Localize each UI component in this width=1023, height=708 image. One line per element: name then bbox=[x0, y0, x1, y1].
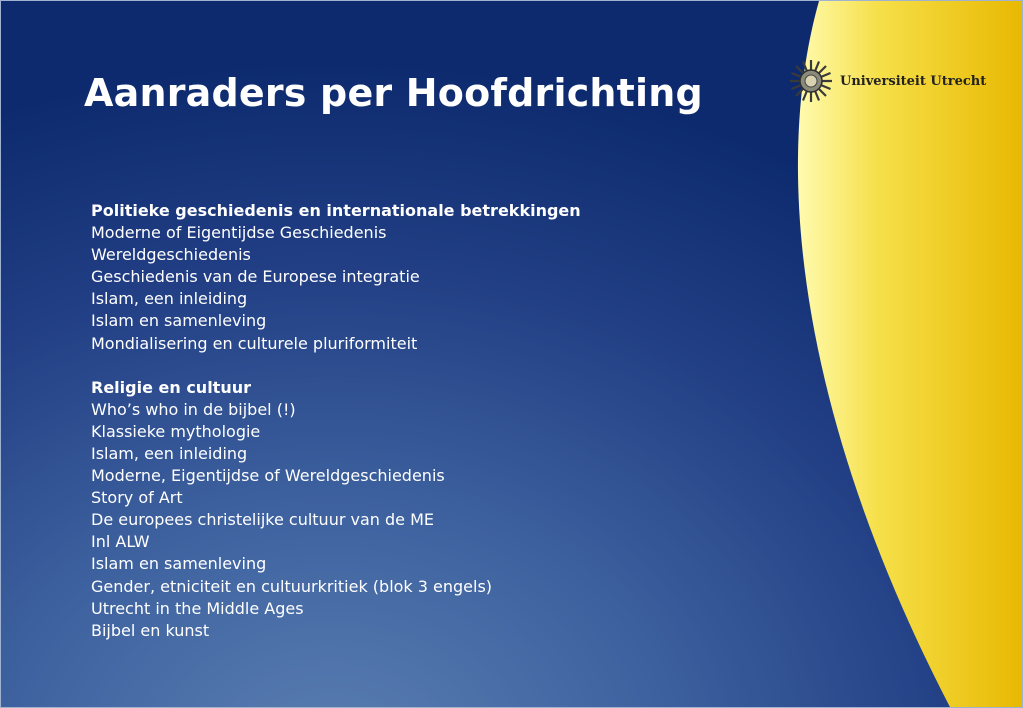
university-logo bbox=[789, 59, 986, 103]
list-item: Islam en samenleving bbox=[91, 554, 267, 574]
list-item: Inl ALW bbox=[91, 532, 150, 552]
list-item: Islam, een inleiding bbox=[91, 289, 248, 309]
logo-text: Universiteit Utrecht bbox=[840, 73, 987, 89]
section-religie bbox=[91, 377, 581, 642]
list-item: Bijbel en kunst bbox=[91, 620, 210, 640]
list-item: Wereldgeschiedenis bbox=[91, 245, 251, 265]
list-item: Klassieke mythologie bbox=[91, 421, 261, 441]
section-politiek bbox=[91, 200, 581, 355]
slide-title: Aanraders per Hoofdrichting bbox=[84, 71, 703, 115]
list-item: Mondialisering en culturele pluriformiteit bbox=[91, 333, 418, 353]
list-item: Story of Art bbox=[91, 488, 183, 508]
list-item: Who’s who in de bijbel (!) bbox=[91, 399, 296, 419]
list-item: Geschiedenis van de Europese integratie bbox=[91, 267, 420, 287]
list-item: Islam en samenleving bbox=[91, 311, 267, 331]
list-item: Moderne, Eigentijdse of Wereldgeschiedenis bbox=[91, 466, 445, 486]
sun-seal-icon bbox=[789, 59, 833, 103]
list-item: De europees christelijke cultuur van de ME bbox=[91, 510, 434, 530]
section-heading: Religie en cultuur bbox=[91, 377, 251, 397]
section-heading: Politieke geschiedenis en internationale betrekkingen bbox=[91, 201, 581, 220]
course-list bbox=[91, 200, 581, 664]
list-item: Moderne of Eigentijdse Geschiedenis bbox=[91, 223, 387, 243]
list-item: Islam, een inleiding bbox=[91, 443, 248, 463]
list-item: Gender, etniciteit en cultuurkritiek (blok 3 engels) bbox=[91, 576, 493, 596]
list-item: Utrecht in the Middle Ages bbox=[91, 598, 304, 618]
